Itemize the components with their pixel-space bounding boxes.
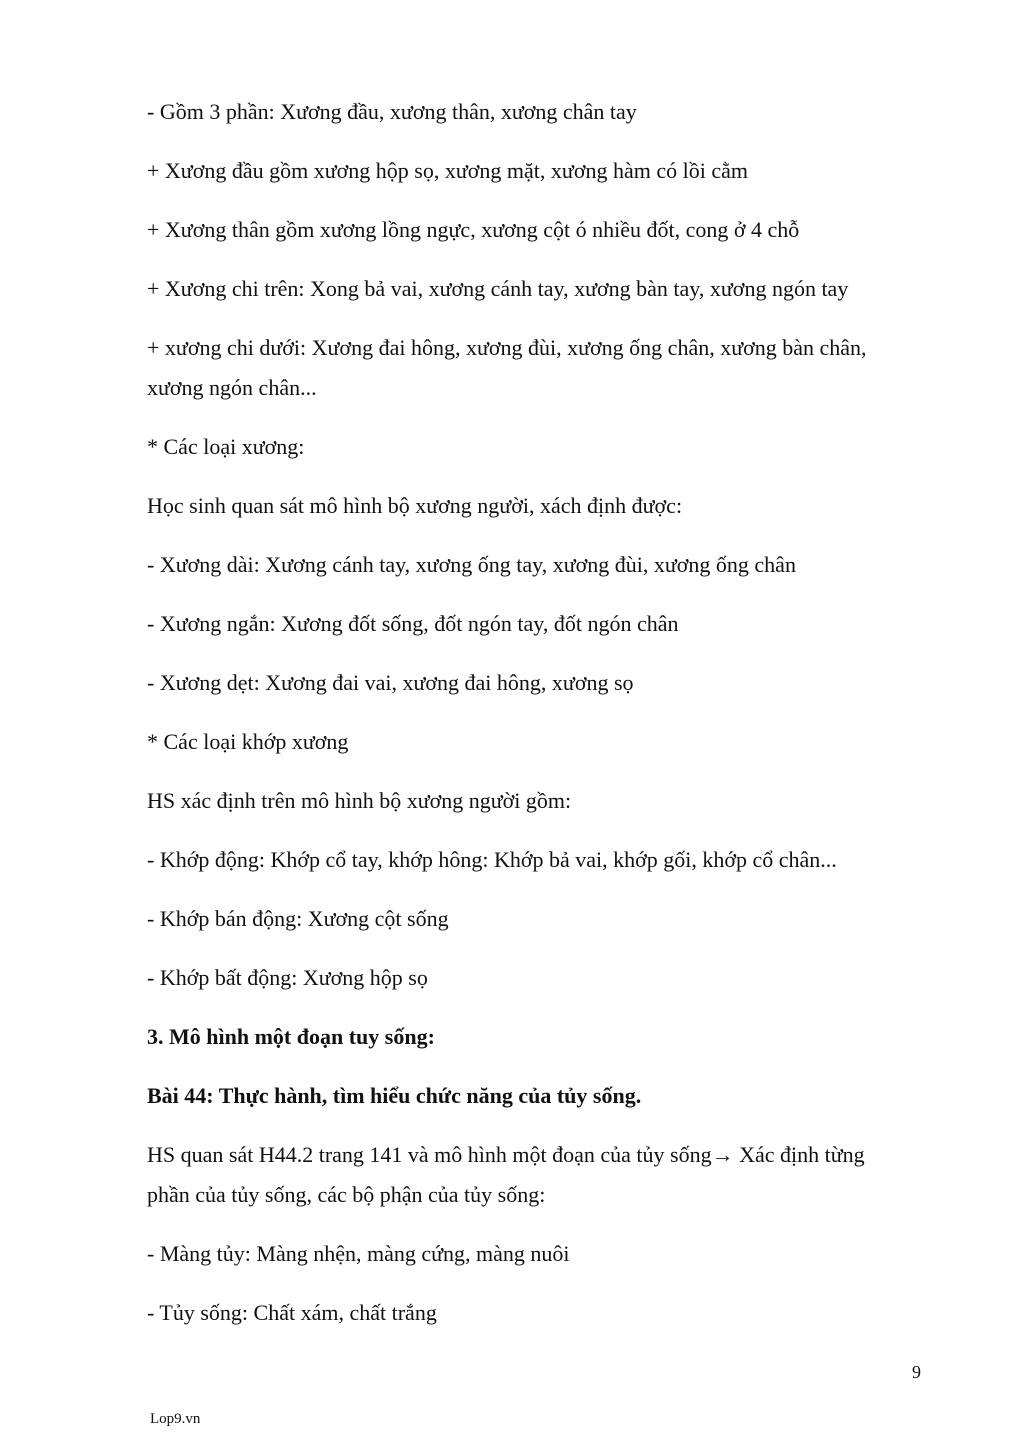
section-label: * Các loại khớp xương bbox=[147, 729, 349, 754]
text-line: - Xương dẹt: Xương đai vai, xương đai hông, xương sọ bbox=[147, 670, 634, 695]
section-label: * Các loại xương: bbox=[147, 434, 305, 459]
text-paragraph: HS quan sát H44.2 trang 141 và mô hình một đoạn của tủy sống→ Xác định từng phần của tủy sống, các bộ phận của tủy sống: bbox=[147, 1142, 865, 1207]
text-line: - Xương ngắn: Xương đốt sống, đốt ngón tay, đốt ngón chân bbox=[147, 611, 679, 636]
page-number: 9 bbox=[912, 1362, 921, 1382]
text-line: - Màng tủy: Màng nhện, màng cứng, màng nuôi bbox=[147, 1241, 570, 1266]
text-line: HS xác định trên mô hình bộ xương người gồm: bbox=[147, 788, 572, 813]
text-line: - Xương dài: Xương cánh tay, xương ống tay, xương đùi, xương ống chân bbox=[147, 552, 796, 577]
text-line: - Gồm 3 phần: Xương đầu, xương thân, xương chân tay bbox=[147, 99, 637, 124]
text-line: + Xương thân gồm xương lồng ngực, xương cột ó nhiều đốt, cong ở 4 chỗ bbox=[147, 217, 800, 242]
footer-source: Lop9.vn bbox=[150, 1411, 201, 1427]
text-line: Học sinh quan sát mô hình bộ xương người, xách định được: bbox=[147, 493, 683, 518]
text-line: - Khớp bất động: Xương hộp sọ bbox=[147, 965, 428, 990]
text-line: - Tủy sống: Chất xám, chất trắng bbox=[147, 1300, 437, 1325]
text-line: + Xương chi trên: Xong bả vai, xương cánh tay, xương bàn tay, xương ngón tay bbox=[147, 276, 849, 301]
section-heading: 3. Mô hình một đoạn tuy sống: bbox=[147, 1024, 435, 1049]
lesson-heading: Bài 44: Thực hành, tìm hiểu chức năng của tủy sống. bbox=[147, 1083, 642, 1108]
text-line: - Khớp bán động: Xương cột sống bbox=[147, 906, 449, 931]
text-paragraph: + xương chi dưới: Xương đai hông, xương đùi, xương ống chân, xương bàn chân, xương ngón chân... bbox=[147, 335, 867, 400]
text-line: - Khớp động: Khớp cổ tay, khớp hông: Khớp bả vai, khớp gối, khớp cổ chân... bbox=[147, 847, 837, 872]
text-line: + Xương đầu gồm xương hộp sọ, xương mặt, xương hàm có lồi cằm bbox=[147, 158, 748, 183]
